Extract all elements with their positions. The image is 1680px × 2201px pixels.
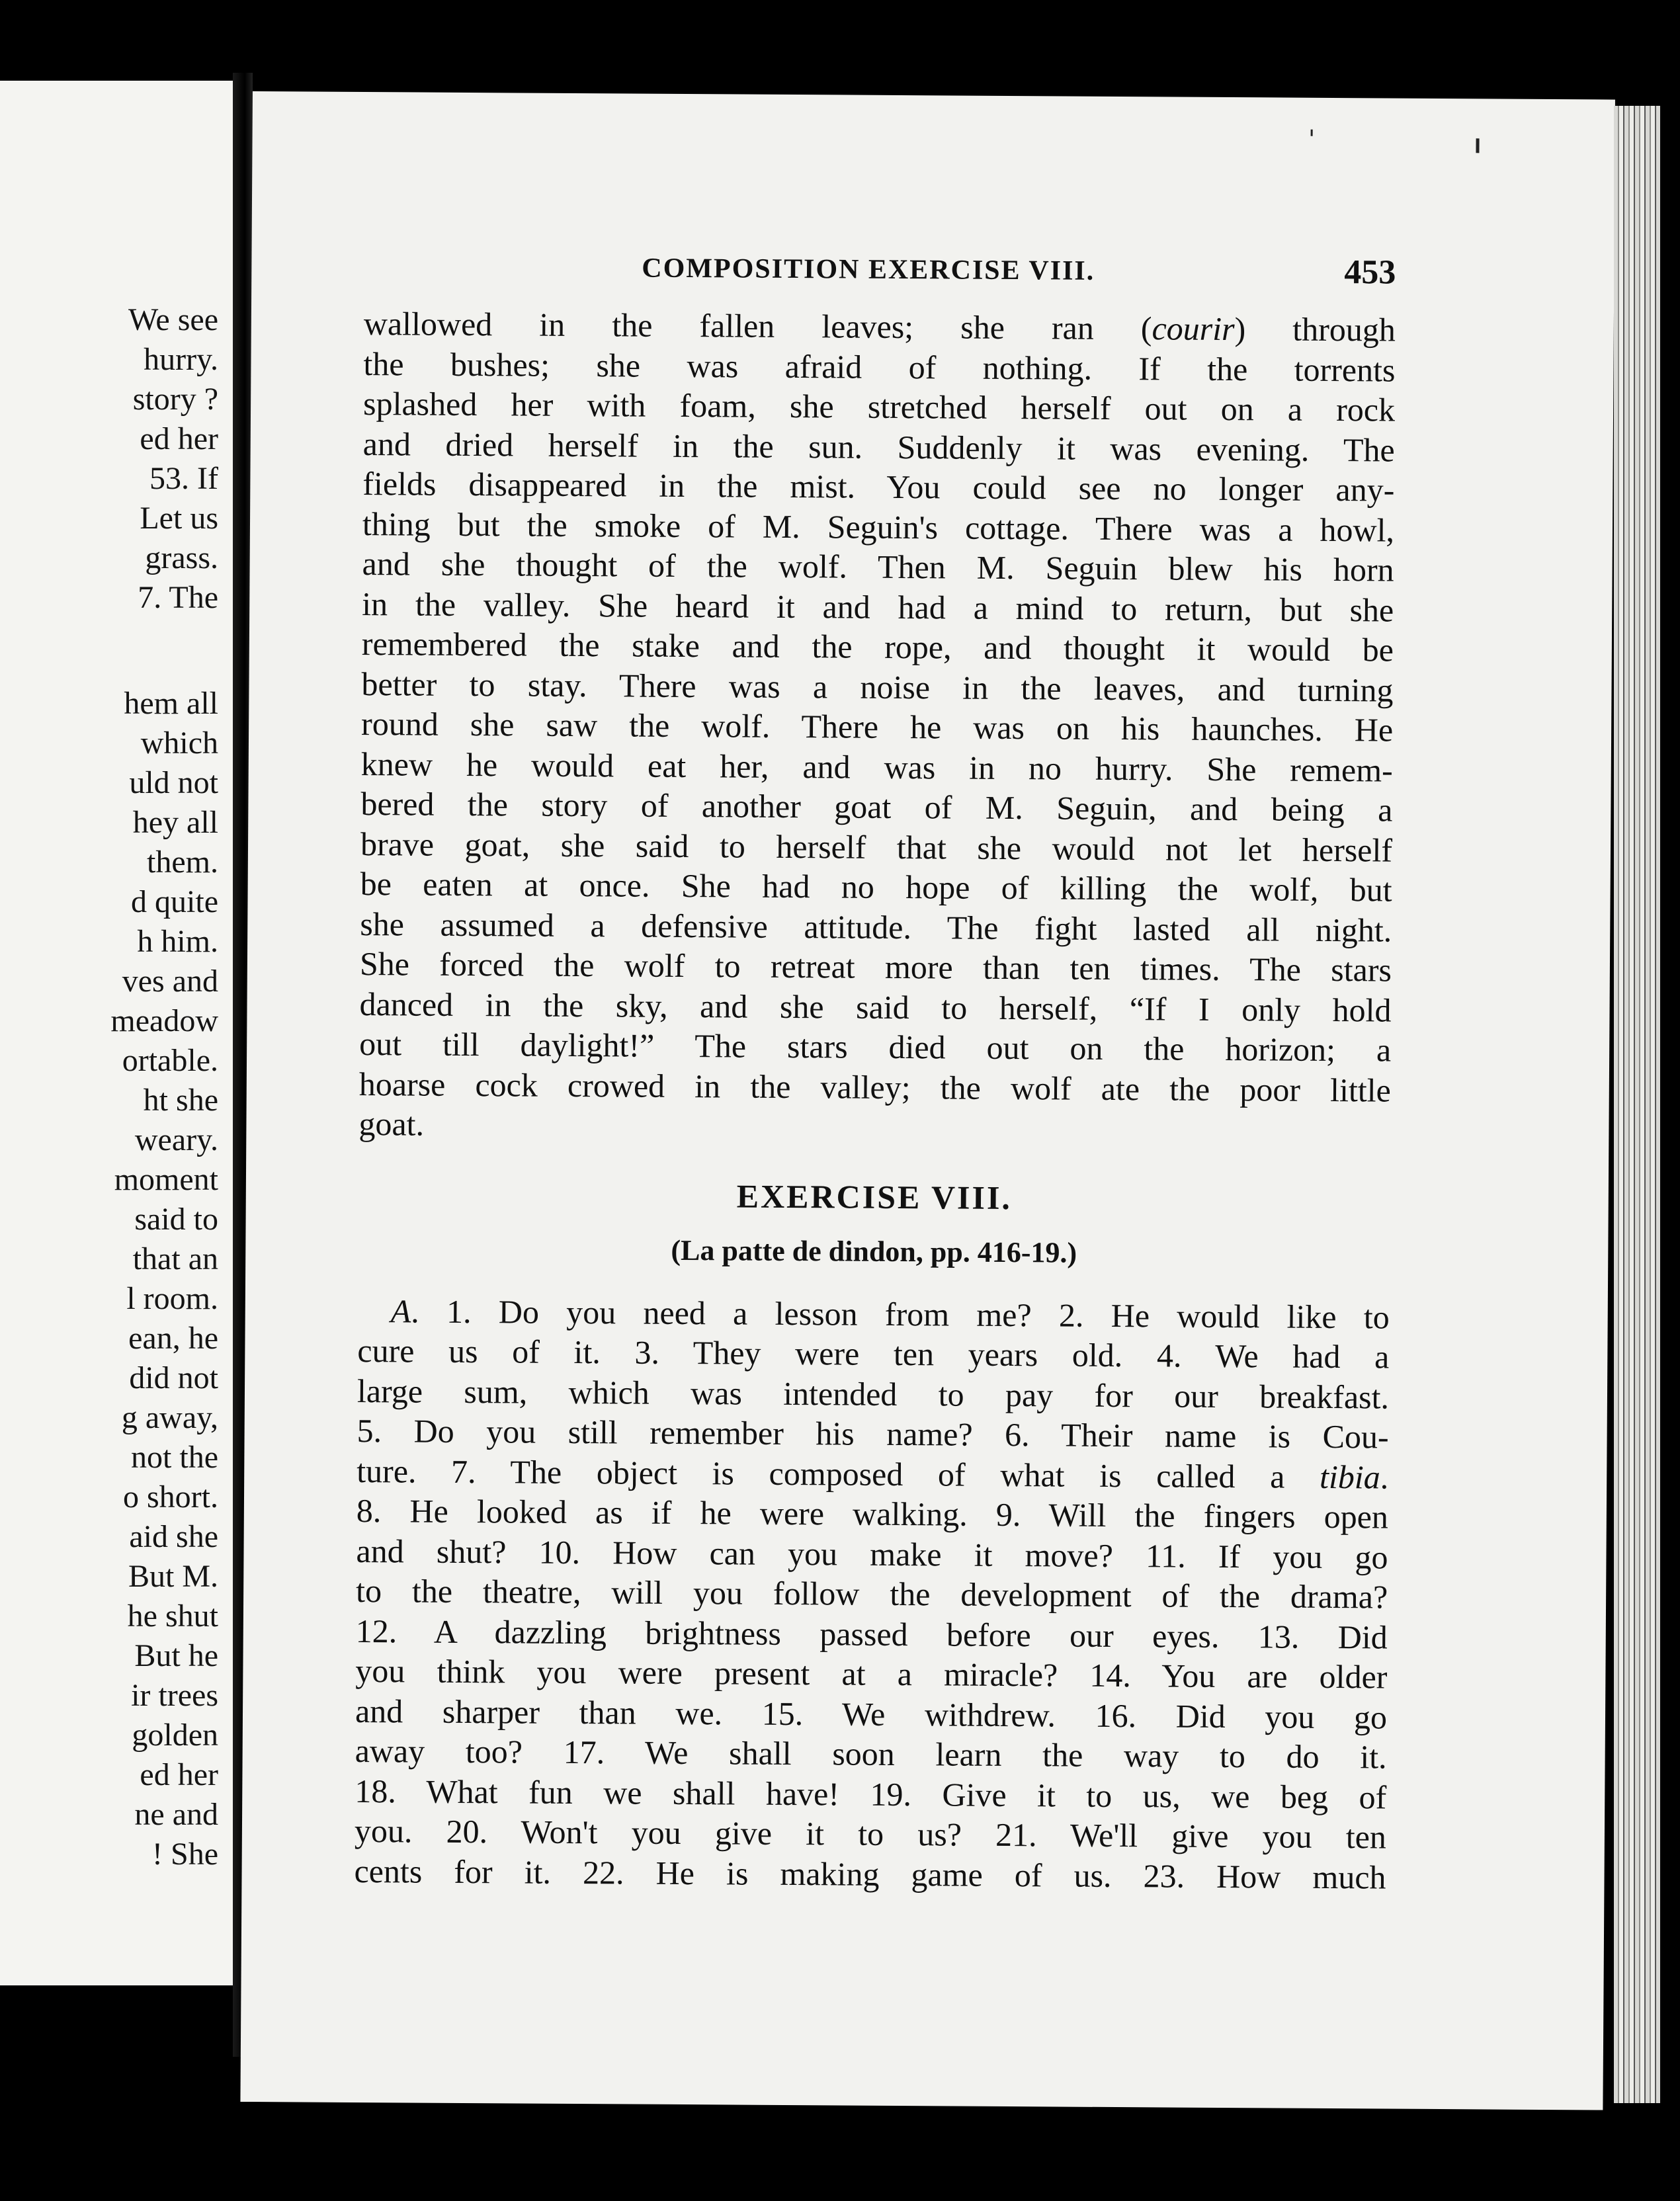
left-page-line: weary.: [134, 1122, 218, 1157]
left-page-line: not the: [131, 1440, 218, 1475]
scan-speck: [1311, 130, 1313, 136]
left-page-line: ves and: [122, 964, 218, 999]
body-line: thing but the smoke of M. Seguin's cottage. There was a howl,: [362, 505, 1395, 549]
exercise-line: 5. Do you still remember his name? 6. Their name is Cou-: [357, 1412, 1389, 1456]
left-page-line: We see: [128, 302, 218, 337]
left-page-line: ed her: [140, 421, 218, 456]
exercise-line: 18. What fun we shall have! 19. Give it to us, we beg of: [355, 1772, 1387, 1816]
left-page-line: But M.: [128, 1559, 218, 1594]
body-line: round she saw the wolf. There he was on his haunches. He: [360, 705, 1394, 749]
left-page-line: But he: [134, 1638, 218, 1673]
left-page-line: ortable.: [122, 1043, 218, 1078]
body-text: [358, 304, 1396, 1150]
body-line: and she thought of the wolf. Then M. Seguin blew his horn: [362, 545, 1394, 589]
body-line: she assumed a defensive attitude. The fight lasted all night.: [360, 905, 1392, 949]
body-line: danced in the sky, and she said to herself, “If I only hold: [359, 985, 1392, 1029]
left-page-line: story ?: [132, 382, 218, 417]
body-line: fields disappeared in the mist. You could see no longer any-: [362, 465, 1395, 509]
left-page-line: aid she: [129, 1519, 218, 1554]
exercise-line: away too? 17. We shall soon learn the way to do it.: [355, 1731, 1387, 1776]
left-page-line: ! She: [152, 1837, 218, 1872]
running-title: COMPOSITION EXERCISE VIII.: [642, 253, 1095, 286]
exercise-text: [354, 1291, 1390, 1897]
body-line: the bushes; she was afraid of nothing. If the torrents: [363, 345, 1396, 389]
body-line: remembered the stake and the rope, and thought it would be: [361, 625, 1394, 669]
left-page-line: them.: [147, 845, 218, 880]
left-page-line: Let us: [140, 501, 218, 536]
left-page-line: said to: [134, 1202, 218, 1237]
left-page-line: ne and: [134, 1797, 218, 1832]
left-page-line: did not: [129, 1360, 218, 1395]
body-line: knew he would eat her, and was in no hurry. She remem-: [360, 745, 1393, 789]
body-line: wallowed in the fallen leaves; she ran (courir) through: [363, 305, 1396, 349]
body-line: and dried herself in the sun. Suddenly it was evening. The: [362, 425, 1395, 469]
exercise-line: you think you were present at a miracle? 14. You are older: [355, 1651, 1388, 1696]
left-page-line: ir trees: [131, 1678, 218, 1713]
body-line: splashed her with foam, she stretched herself out on a rock: [362, 385, 1396, 429]
body-line: be eaten at once. She had no hope of killing the wolf, but: [360, 865, 1392, 909]
page-content: [354, 251, 1396, 1897]
scan-speck: [1476, 138, 1479, 153]
left-page-line: h him.: [137, 924, 218, 959]
left-page-line: hem all: [124, 686, 218, 721]
left-page-line: hey all: [132, 805, 218, 840]
left-page-line: hurry.: [144, 342, 218, 377]
exercise-line: ture. 7. The object is composed of what is called a tibia.: [357, 1452, 1389, 1496]
left-page-line: g away,: [121, 1400, 218, 1435]
body-line: in the valley. She heard it and had a mind to return, but she: [362, 585, 1394, 629]
exercise-line: A. 1. Do you need a lesson from me? 2. He would like to: [390, 1292, 1390, 1336]
page-number: 453: [1344, 253, 1396, 292]
left-page-line: [0, 618, 218, 684]
exercise-line: and sharper than we. 15. We withdrew. 16. Did you go: [355, 1692, 1388, 1736]
left-page-line: 7. The: [138, 580, 218, 615]
body-line: brave goat, she said to herself that she would not let herself: [360, 825, 1393, 869]
left-page-line: golden: [132, 1718, 218, 1753]
body-line: hoarse cock crowed in the valley; the wolf ate the poor little: [358, 1065, 1391, 1109]
left-page-line: moment: [114, 1162, 218, 1197]
body-line: out till daylight!” The stars died out on the horizon; a: [359, 1025, 1392, 1069]
left-page-line: he shut: [127, 1599, 218, 1634]
exercise-line: you. 20. Won't you give it to us? 21. We'll give you ten: [354, 1811, 1387, 1856]
exercise-line: cure us of it. 3. They were ten years old. 4. We had a: [357, 1332, 1390, 1376]
left-page-line: ean, he: [128, 1321, 218, 1356]
exercise-source-reference: (La patte de dindon, pp. 416-19.): [671, 1233, 1077, 1269]
left-page-line: which: [140, 726, 218, 761]
left-page-line: ht she: [143, 1083, 218, 1118]
left-page-line: l room.: [126, 1281, 218, 1316]
running-head: [364, 251, 1396, 310]
left-page-line-fragments: [0, 300, 218, 1874]
left-facing-page: [0, 81, 233, 1985]
left-page-line: that an: [132, 1241, 218, 1276]
exercise-line: and shut? 10. How can you make it move? 11. If you go: [356, 1532, 1388, 1576]
body-line: better to stay. There was a noise in the leaves, and turning: [361, 665, 1394, 709]
body-line: goat.: [358, 1105, 425, 1143]
body-line: bered the story of another goat of M. Seguin, and being a: [360, 785, 1393, 829]
left-page-line: ed her: [140, 1757, 218, 1792]
exercise-heading: EXERCISE VIII.: [736, 1177, 1013, 1216]
left-page-line: uld not: [129, 765, 218, 800]
exercise-line: large sum, which was intended to pay for our breakfast.: [357, 1372, 1390, 1416]
left-page-line: grass.: [145, 540, 218, 575]
right-page: [240, 91, 1615, 2110]
exercise-line: 12. A dazzling brightness passed before our eyes. 13. Did: [355, 1612, 1388, 1656]
left-page-line: o short.: [123, 1479, 218, 1515]
left-page-line: meadow: [110, 1003, 218, 1038]
left-page-line: d quite: [131, 884, 218, 919]
body-line: She forced the wolf to retreat more than ten times. The stars: [359, 945, 1392, 989]
exercise-line: cents for it. 22. He is making game of us. 23. How much: [354, 1852, 1386, 1896]
exercise-line: 8. He looked as if he were walking. 9. Will the fingers open: [356, 1491, 1389, 1536]
stacked-page-edges: [1614, 106, 1660, 2103]
left-page-line: 53. If: [149, 461, 218, 496]
exercise-line: to the theatre, will you follow the development of the drama?: [355, 1571, 1388, 1616]
